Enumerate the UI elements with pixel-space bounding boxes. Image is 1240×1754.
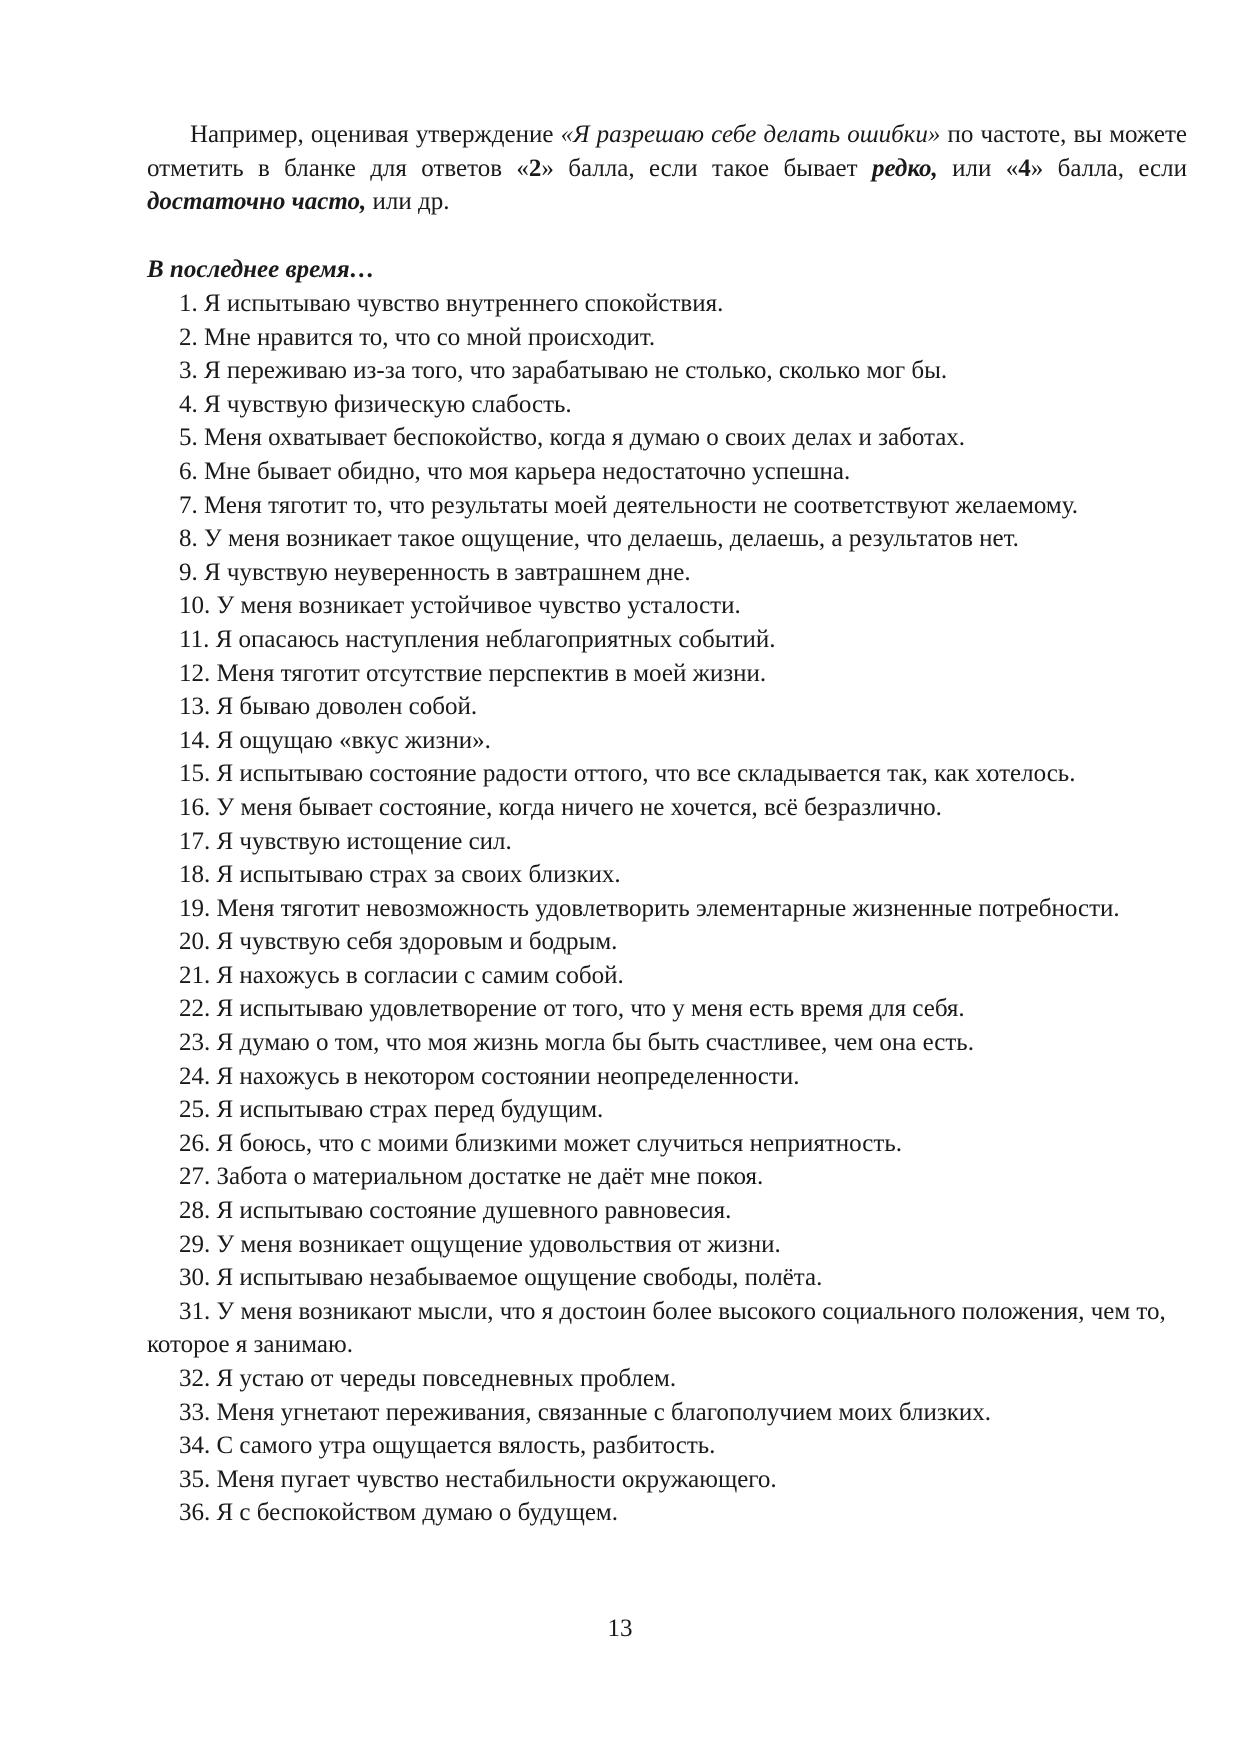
item-text: Я с беспокойством думаю о будущем. [216,1499,619,1527]
frequency-example-1: редко, [871,154,938,182]
item-number: 28. [179,1197,211,1225]
questionnaire-item [147,1496,1187,1530]
item-number: 36. [179,1499,211,1527]
page-number: 13 [607,1615,633,1642]
questionnaire-item [147,623,1187,657]
item-number: 27. [179,1163,211,1191]
item-text: Мне бывает обидно, что моя карьера недостаточно успешна. [204,457,851,485]
item-number: 20. [179,928,211,956]
item-number: 14. [179,726,211,754]
item-number: 30. [179,1264,211,1292]
item-text: У меня возникают мысли, что я достоин более высокого социального положения, чем то, которое я занимаю. [147,1297,1166,1359]
questionnaire-item [147,1160,1187,1194]
questionnaire-item [147,1060,1187,1094]
frequency-example-2: достаточно часто, [147,188,367,216]
item-text: Меня тяготит отсутствие перспектив в моей жизни. [216,659,767,687]
item-text: Я ощущаю «вкус жизни». [216,726,491,754]
questionnaire-item [147,1228,1187,1262]
item-number: 13. [179,693,211,721]
item-text: С самого утра ощущается вялость, разбитость. [216,1432,716,1460]
questionnaire-item [147,925,1187,959]
item-text: Мне нравится то, что со мной происходит. [204,323,656,351]
item-number: 5. [179,424,198,452]
item-text: У меня возникает ощущение удовольствия от жизни. [216,1230,781,1258]
item-number: 17. [179,827,211,855]
item-number: 11. [179,625,210,653]
item-text: Я чувствую истощение сил. [216,827,512,855]
section-heading: В последнее время… [147,256,375,283]
questionnaire-item [147,959,1187,993]
questionnaire-item [147,1362,1187,1396]
questionnaire-item [147,1261,1187,1295]
item-number: 4. [179,390,198,418]
item-number: 1. [179,290,198,317]
questionnaire-item [147,825,1187,859]
item-text: Я испытываю страх за своих близких. [216,861,621,889]
item-number: 24. [179,1062,211,1090]
item-number: 8. [179,525,198,553]
item-number: 7. [179,491,198,519]
questionnaire-item [147,1026,1187,1060]
item-number: 16. [179,793,211,821]
item-number: 21. [179,961,211,989]
item-text: Я устаю от череды повседневных проблем. [216,1365,677,1392]
item-text: Я бываю доволен собой. [216,693,478,721]
questionnaire-item [147,455,1187,489]
questionnaire-item [147,489,1187,523]
questionnaire-item [147,589,1187,623]
item-text: Меня охватывает беспокойство, когда я думаю о своих делах и заботах. [204,424,966,452]
item-number: 9. [179,558,198,586]
item-number: 15. [179,760,211,788]
questionnaire-item [147,1194,1187,1228]
intro-text-5: » балла, если [1030,154,1187,182]
item-text: Я нахожусь в некотором состоянии неопределенности. [216,1062,800,1090]
item-number: 33. [179,1398,211,1426]
item-number: 2. [179,323,198,351]
questionnaire-item [147,858,1187,892]
score-example-2: 4 [1018,154,1031,182]
questionnaire-item [147,791,1187,825]
item-number: 25. [179,1096,211,1124]
questionnaire-item [147,690,1187,724]
item-text: Забота о материальном достатке не даёт мне покоя. [216,1163,764,1191]
intro-text-1: Например, оценивая утверждение [190,121,561,148]
item-number: 23. [179,1029,211,1057]
item-text: Меня угнетают переживания, связанные с благополучием моих близких. [216,1398,992,1426]
item-number: 6. [179,457,198,485]
questionnaire-item [147,287,1187,321]
item-number: 12. [179,659,211,687]
item-text: Я чувствую неуверенность в завтрашнем дне. [204,558,691,586]
questionnaire-item [147,388,1187,422]
item-number: 32. [179,1365,211,1392]
intro-text-3: » балла, если такое бывает [541,154,872,182]
intro-text-4: или « [937,154,1019,182]
item-number: 31. [179,1297,211,1325]
questionnaire-item [147,1093,1187,1127]
questionnaire-item [147,421,1187,455]
item-text: Я испытываю состояние душевного равновесия. [216,1197,732,1225]
questionnaire-item [147,1463,1187,1497]
item-text: Я испытываю незабываемое ощущение свободы, полёта. [216,1264,823,1292]
score-example-1: 2 [528,154,542,182]
item-text: Меня тяготит то, что результаты моей деятельности не соответствуют желаемому. [204,491,1078,519]
item-text: Я нахожусь в согласии с самим собой. [216,961,624,989]
intro-text-6: или др. [366,188,450,216]
item-text: Меня пугает чувство нестабильности окружающего. [216,1465,777,1493]
questionnaire-item [147,1429,1187,1463]
item-text: Я думаю о том, что моя жизнь могла бы быть счастливее, чем она есть. [216,1029,974,1057]
item-number: 35. [179,1465,211,1493]
questionnaire-item [147,1295,1187,1362]
item-text: Я испытываю состояние радости оттого, что все складывается так, как хотелось. [216,760,1076,788]
item-text: У меня бывает состояние, когда ничего не хочется, всё безразлично. [216,793,942,821]
item-number: 29. [179,1230,211,1258]
item-number: 18. [179,861,211,889]
item-text: Я боюсь, что с моими близкими может случиться неприятность. [216,1129,902,1157]
questionnaire-item [147,892,1187,926]
item-number: 26. [179,1129,211,1157]
item-number: 10. [179,592,211,620]
item-text: У меня возникает устойчивое чувство усталости. [216,592,741,620]
item-text: Я испытываю удовлетворение от того, что у меня есть время для себя. [216,995,965,1023]
item-text: Я чувствую физическую слабость. [204,390,572,418]
questionnaire-item [147,757,1187,791]
item-number: 19. [179,894,211,922]
questionnaire-item [147,1127,1187,1161]
item-text: Меня тяготит невозможность удовлетворить элементарные жизненные потребности. [216,894,1120,922]
questionnaire-item [147,992,1187,1026]
questionnaire-item [147,657,1187,691]
questionnaire-item [147,556,1187,590]
item-text: Я чувствую себя здоровым и бодрым. [216,928,618,956]
intro-text-2: по частоте, вы можете отметить в бланке для ответов « [147,121,1187,182]
item-text: Я переживаю из-за того, что зарабатываю не столько, сколько мог бы. [204,357,948,385]
item-text: Я опасаюсь наступления неблагоприятных событий. [215,625,776,653]
questionnaire-item [147,522,1187,556]
item-number: 34. [179,1432,211,1460]
item-number: 22. [179,995,211,1023]
item-text: Я испытываю чувство внутреннего спокойствия. [204,290,724,317]
item-number: 3. [179,357,198,385]
item-text: У меня возникает такое ощущение, что делаешь, делаешь, а результатов нет. [204,525,1019,553]
item-text: Я испытываю страх перед будущим. [216,1096,604,1124]
questionnaire-item [147,354,1187,388]
intro-paragraph [147,118,1187,219]
example-statement: «Я разрешаю себе делать ошибки» [560,121,941,148]
questionnaire-item [147,724,1187,758]
questionnaire-item [147,321,1187,355]
questionnaire-items [147,287,1187,1530]
questionnaire-item [147,1396,1187,1430]
